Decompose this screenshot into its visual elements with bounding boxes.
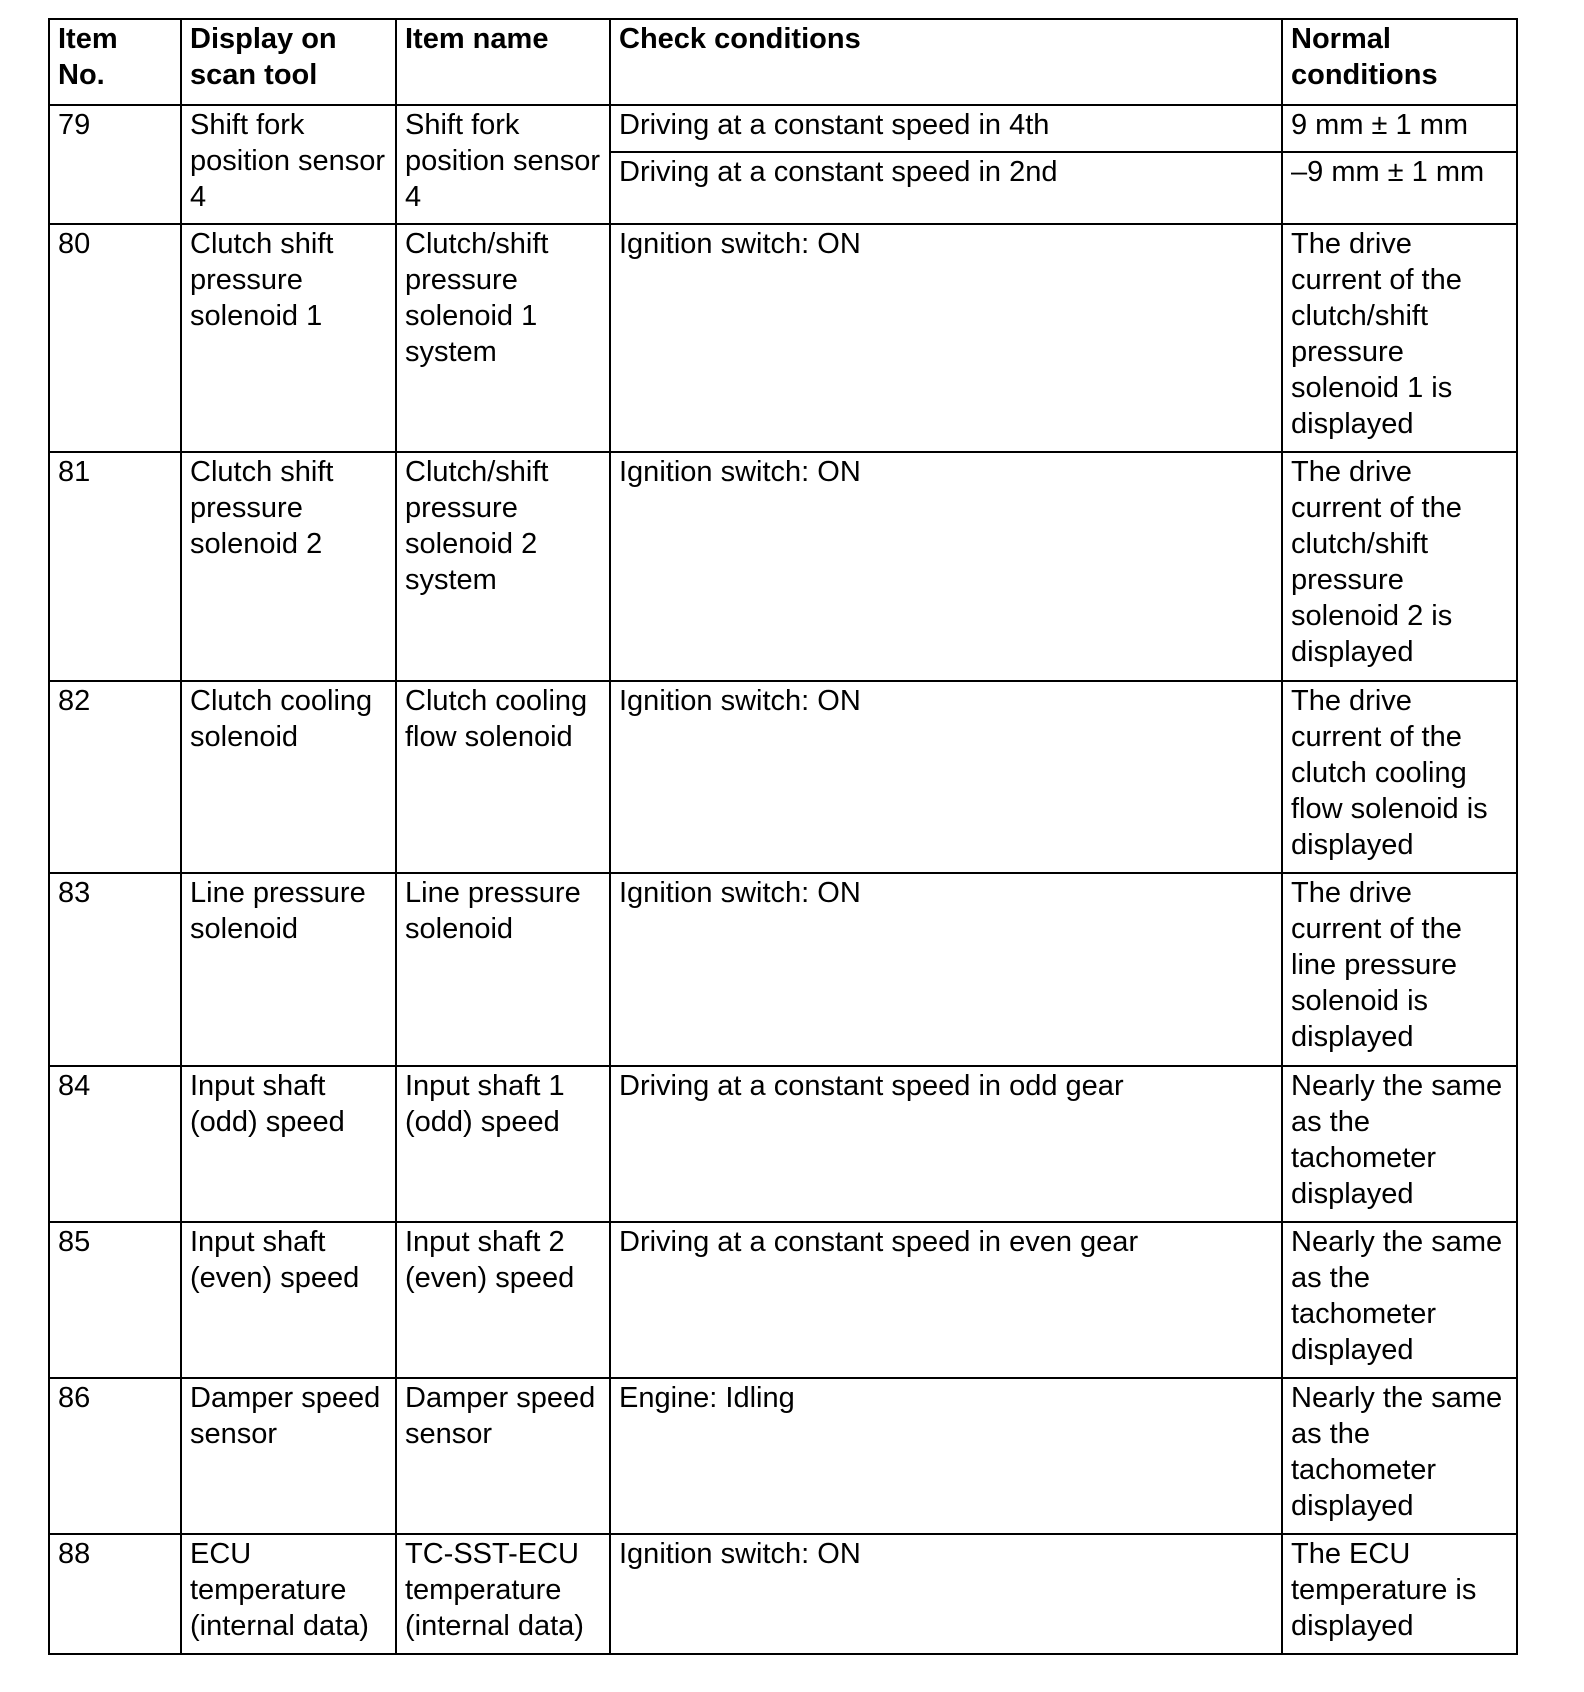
header-normal-conditions: Normal conditions [1282, 19, 1517, 105]
cell-normal-conditions: The drive current of the line pressure solenoid is displayed [1282, 873, 1517, 1066]
cell-display: Clutch shift pressure solenoid 2 [181, 452, 396, 681]
cell-item-name: Line pressure solenoid [396, 873, 610, 1066]
table-header-row [49, 19, 1517, 105]
cell-item-no: 79 [49, 105, 181, 224]
cell-item-no: 86 [49, 1378, 181, 1534]
header-check-conditions: Check conditions [610, 19, 1282, 105]
table-row [49, 105, 1517, 152]
cell-display: Input shaft (even) speed [181, 1222, 396, 1378]
table-row [49, 1222, 1517, 1378]
cell-display: Line pressure solenoid [181, 873, 396, 1066]
cell-check-conditions: Driving at a constant speed in odd gear [610, 1066, 1282, 1222]
cell-normal-conditions: Nearly the same as the tachometer displayed [1282, 1222, 1517, 1378]
cell-item-no: 85 [49, 1222, 181, 1378]
table-row [49, 224, 1517, 452]
cell-normal-conditions: Nearly the same as the tachometer displayed [1282, 1066, 1517, 1222]
cell-item-no: 81 [49, 452, 181, 681]
cell-item-name: Shift fork position sensor 4 [396, 105, 610, 224]
cell-normal-conditions: Nearly the same as the tachometer displayed [1282, 1378, 1517, 1534]
table-row [49, 681, 1517, 873]
table-row [49, 1534, 1517, 1654]
cell-item-name: Clutch/shift pressure solenoid 1 system [396, 224, 610, 452]
cell-normal-conditions: –9 mm ± 1 mm [1282, 152, 1517, 224]
table-row [49, 1378, 1517, 1534]
cell-check-conditions: Driving at a constant speed in even gear [610, 1222, 1282, 1378]
table-row [49, 873, 1517, 1066]
cell-check-conditions: Ignition switch: ON [610, 1534, 1282, 1654]
cell-check-conditions: Ignition switch: ON [610, 224, 1282, 452]
header-item-no: Item No. [49, 19, 181, 105]
cell-item-name: Clutch cooling flow solenoid [396, 681, 610, 873]
cell-normal-conditions: The ECU temperature is displayed [1282, 1534, 1517, 1654]
data-list-table [48, 18, 1518, 1655]
header-display-on-scan-tool: Display on scan tool [181, 19, 396, 105]
cell-display: Input shaft (odd) speed [181, 1066, 396, 1222]
cell-check-conditions: Ignition switch: ON [610, 681, 1282, 873]
cell-item-no: 84 [49, 1066, 181, 1222]
cell-normal-conditions: The drive current of the clutch/shift pressure solenoid 1 is displayed [1282, 224, 1517, 452]
table-row [49, 452, 1517, 681]
cell-check-conditions: Engine: Idling [610, 1378, 1282, 1534]
cell-item-name: TC-SST-ECU temperature (internal data) [396, 1534, 610, 1654]
cell-display: Clutch cooling solenoid [181, 681, 396, 873]
cell-check-conditions: Driving at a constant speed in 4th [610, 105, 1282, 152]
cell-display: ECU temperature (internal data) [181, 1534, 396, 1654]
cell-item-name: Input shaft 2 (even) speed [396, 1222, 610, 1378]
cell-check-conditions: Ignition switch: ON [610, 873, 1282, 1066]
cell-item-no: 80 [49, 224, 181, 452]
cell-item-name: Damper speed sensor [396, 1378, 610, 1534]
cell-item-name: Clutch/shift pressure solenoid 2 system [396, 452, 610, 681]
cell-item-name: Input shaft 1 (odd) speed [396, 1066, 610, 1222]
cell-display: Damper speed sensor [181, 1378, 396, 1534]
cell-normal-conditions: 9 mm ± 1 mm [1282, 105, 1517, 152]
table-row [49, 1066, 1517, 1222]
header-item-name: Item name [396, 19, 610, 105]
cell-item-no: 88 [49, 1534, 181, 1654]
cell-check-conditions: Driving at a constant speed in 2nd [610, 152, 1282, 224]
cell-check-conditions: Ignition switch: ON [610, 452, 1282, 681]
cell-normal-conditions: The drive current of the clutch/shift pressure solenoid 2 is displayed [1282, 452, 1517, 681]
cell-item-no: 83 [49, 873, 181, 1066]
cell-normal-conditions: The drive current of the clutch cooling flow solenoid is displayed [1282, 681, 1517, 873]
cell-display: Shift fork position sensor 4 [181, 105, 396, 224]
cell-display: Clutch shift pressure solenoid 1 [181, 224, 396, 452]
cell-item-no: 82 [49, 681, 181, 873]
